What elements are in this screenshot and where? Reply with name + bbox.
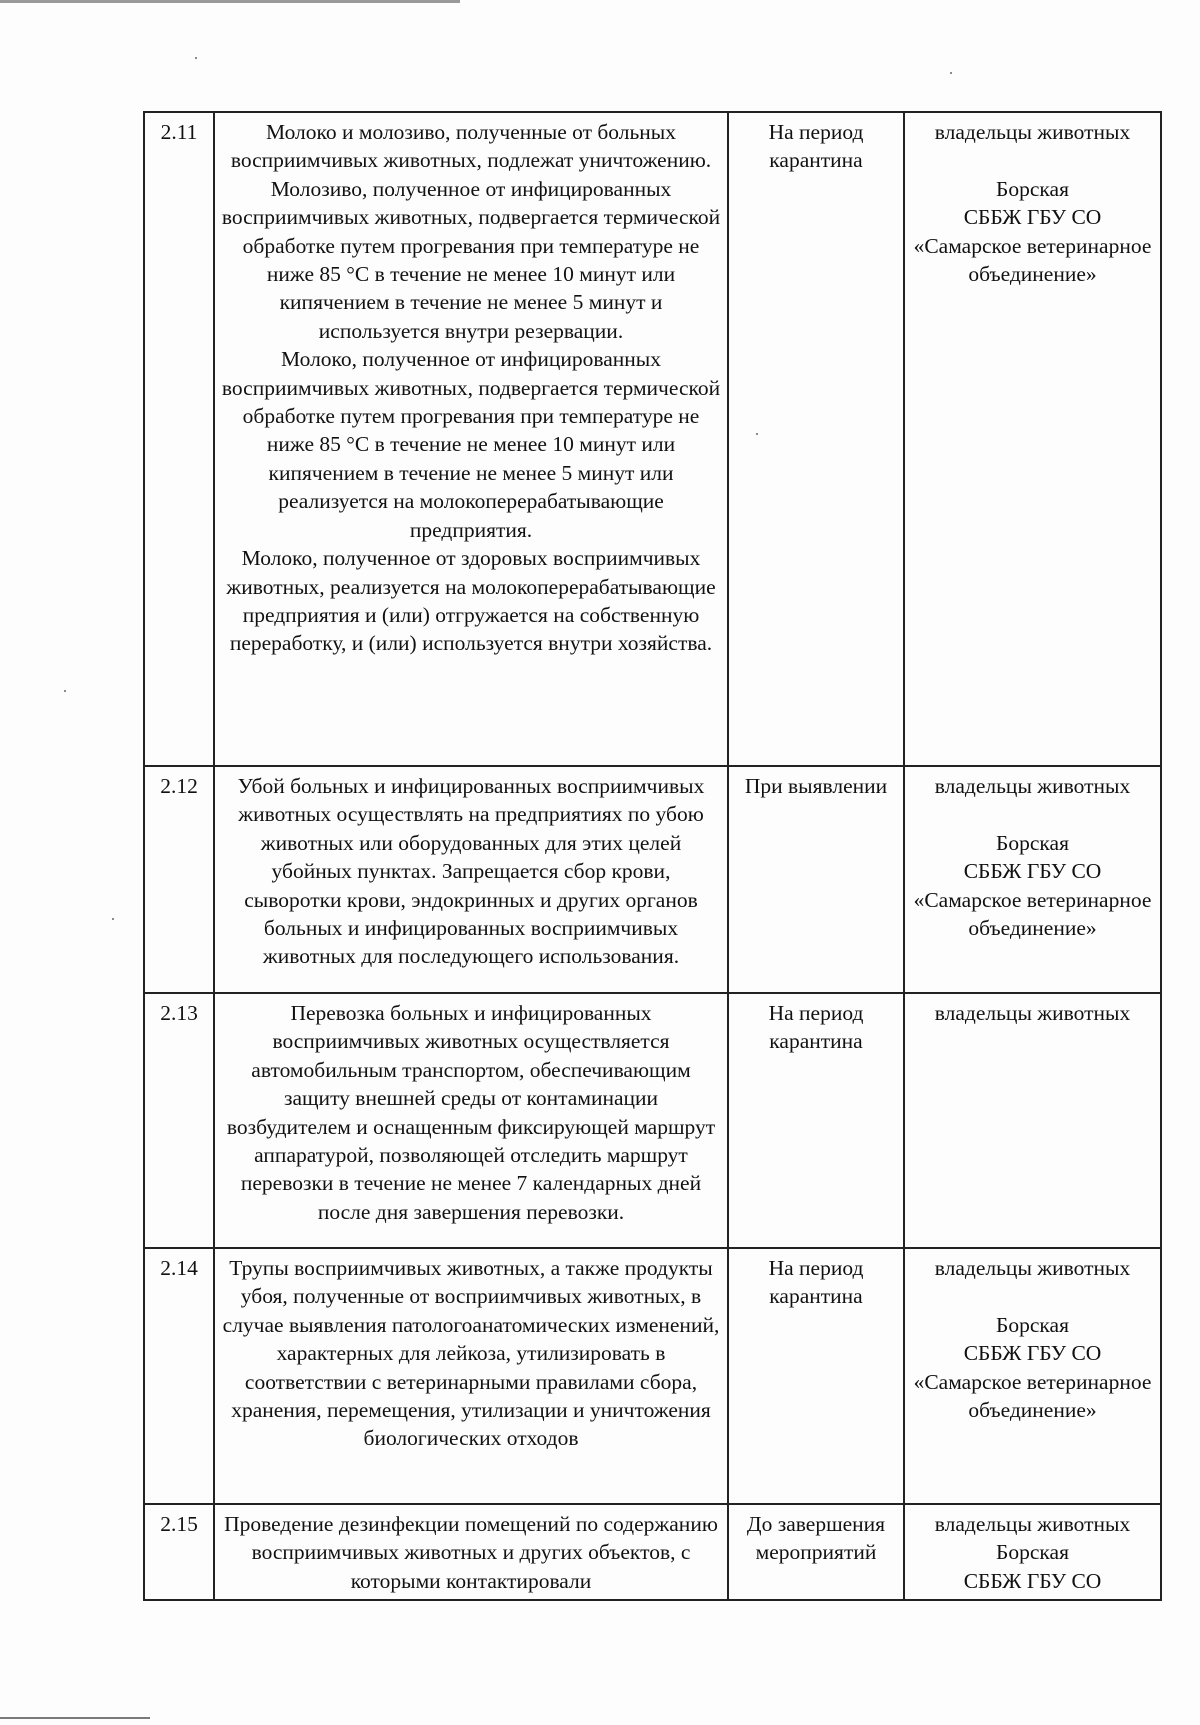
scan-speck — [950, 72, 952, 74]
scan-edge-top — [0, 0, 460, 3]
action-cell — [214, 993, 728, 1248]
table-row — [144, 993, 1161, 1248]
responsible-org-dept: СББЖ ГБУ СО — [963, 1341, 1102, 1366]
scan-speck — [64, 690, 66, 692]
row-number: 2.15 — [144, 1504, 214, 1600]
responsible-org-full: «Самарское ветеринарное объединение» — [913, 887, 1152, 941]
scan-speck — [112, 918, 114, 920]
responsible-org-full: «Самарское ветеринарное объединение» — [913, 1369, 1152, 1423]
term-cell: На период карантина — [728, 1248, 904, 1504]
responsible-owner: владельцы животных — [934, 1256, 1131, 1280]
action-paragraph: Убой больных и инфицированных восприимчивых животных осуществлять на предприятиях по убою животных или оборудованных для этих целей убойных пунктах. Запрещается сбор крови, сыворотки крови, эндокринных и других органов больных и инфицированных восприимчивых животных для последующего использования. — [237, 774, 705, 969]
term-cell: На период карантина — [728, 993, 904, 1248]
measures-table — [143, 111, 1162, 1601]
responsible-org-dept: СББЖ ГБУ СО — [963, 859, 1102, 884]
scan-edge-bottom — [0, 1717, 150, 1719]
term-cell: При выявлении — [728, 766, 904, 993]
action-paragraph: Проведение дезинфекции помещений по содержанию восприимчивых животных и других объектов, с которыми контактировали — [224, 1512, 718, 1593]
action-paragraph: Молоко и молозиво, полученные от больных восприимчивых животных, подлежат уничтожению. Молозиво, полученное от инфицированных восприимчивых животных, подвергается термической обработке путем прогревания при температуре не ниже 85 °С в течение не менее 10 минут или кипячением в течение не менее 5 минут и используется внутри резервации. — [221, 120, 721, 343]
term-cell: До завершения мероприятий — [728, 1504, 904, 1600]
action-paragraph: Трупы восприимчивых животных, а также продукты убоя, полученные от восприимчивых животных, в случае выявления патологоанатомических изменений, характерных для лейкоза, утилизировать в соответствии с ветеринарными правилами сбора, хранения, перемещения, утилизации и уничтожения биологических отходов — [222, 1256, 720, 1451]
action-paragraph: Молоко, полученное от здоровых восприимчивых животных, реализуется на молокоперерабатывающие предприятия и (или) отгружается на собственную переработку, и (или) используется внутри хозяйства. — [226, 546, 716, 656]
responsible-org-full: «Самарское ветеринарное объединение» — [913, 233, 1152, 287]
responsible-cell — [904, 766, 1161, 993]
responsible-cell — [904, 1504, 1161, 1600]
action-cell — [214, 112, 728, 766]
table-row — [144, 766, 1161, 993]
action-paragraph: Перевозка больных и инфицированных восприимчивых животных осуществляется автомобильным транспортом, обеспечивающим защиту внешней среды от контаминации возбудителем и оснащенным фиксирующей маршрут аппаратурой, позволяющей отследить маршрут перевозки в течение не менее 7 календарных дней после дня завершения перевозки. — [226, 1001, 716, 1224]
action-cell — [214, 1504, 728, 1600]
action-paragraph: Молоко, полученное от инфицированных восприимчивых животных, подвергается термической обработке путем прогревания при температуре не ниже 85 °С в течение не менее 10 минут или кипячением в течение не менее 5 минут или реализуется на молокоперерабатывающие предприятия. — [221, 347, 721, 542]
responsible-owner: владельцы животных — [934, 120, 1131, 144]
responsible-owner: владельцы животных — [934, 774, 1131, 798]
row-number: 2.11 — [144, 112, 214, 766]
action-cell — [214, 766, 728, 993]
responsible-owner: владельцы животных — [934, 1001, 1131, 1025]
responsible-org-name: Борская — [996, 176, 1069, 201]
responsible-org-dept: СББЖ ГБУ СО — [963, 205, 1102, 230]
responsible-cell — [904, 112, 1161, 766]
responsible-owner: владельцы животных — [934, 1512, 1131, 1536]
term-cell: На период карантина — [728, 112, 904, 766]
row-number: 2.14 — [144, 1248, 214, 1504]
responsible-cell — [904, 1248, 1161, 1504]
action-cell — [214, 1248, 728, 1504]
scan-speck — [195, 57, 197, 59]
row-number: 2.13 — [144, 993, 214, 1248]
responsible-org-name: Борская — [996, 830, 1069, 855]
table-row — [144, 1504, 1161, 1600]
row-number: 2.12 — [144, 766, 214, 993]
responsible-org-name: Борская — [996, 1312, 1069, 1337]
responsible-cell — [904, 993, 1161, 1248]
responsible-org-dept: СББЖ ГБУ СО — [963, 1568, 1102, 1593]
table-row — [144, 112, 1161, 766]
table-row — [144, 1248, 1161, 1504]
responsible-org-name: Борская — [996, 1540, 1069, 1565]
